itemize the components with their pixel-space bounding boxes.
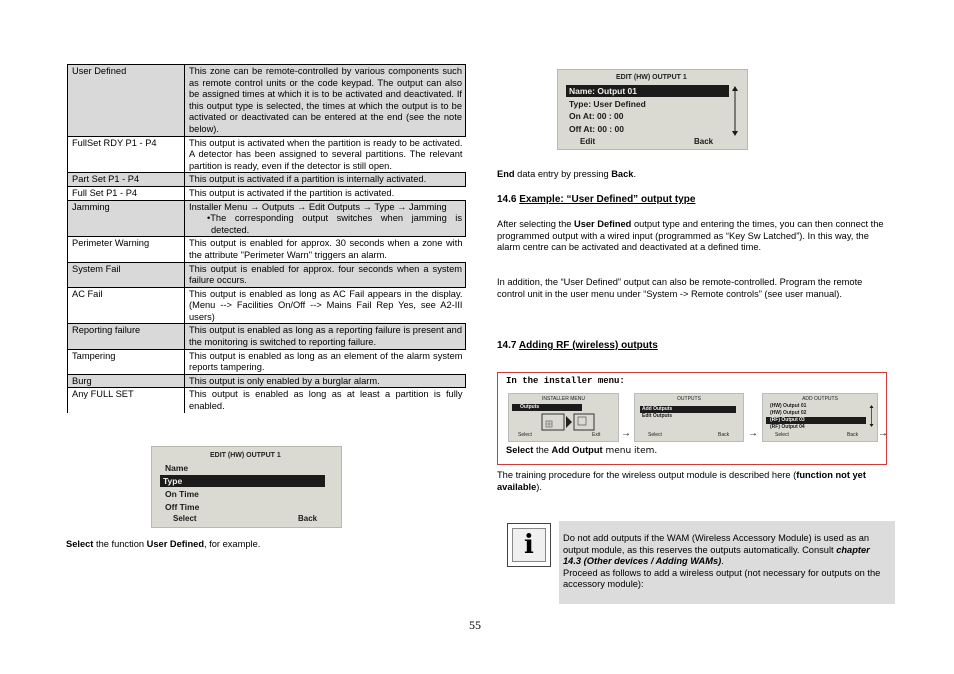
lcd-item-on-time: On Time [165, 489, 199, 499]
section-heading-14-6: 14.6 Example: “User Defined” output type [497, 194, 696, 205]
output-types-table [67, 64, 466, 413]
keypad-device-icon [512, 412, 612, 432]
output-type-description: This output is enabled as long as AC Fail appears in the display. (Menu --> Facilities On/Off --> Mains Fail Rep Yes, see A2-III users) [189, 288, 463, 322]
menu-item-outputs: Outputs [512, 404, 582, 411]
output-type-name: Reporting failure [68, 324, 185, 349]
output-type-description: This output is enabled for approx. 30 seconds when a zone with the attribute "Perimeter Warn" triggers an alarm. [189, 238, 463, 260]
table-row [68, 136, 466, 173]
lcd-item-off-at: Off At: 00 : 00 [569, 124, 624, 134]
softkey-back: Back [694, 137, 714, 146]
table-row [68, 200, 466, 237]
screen-title: INSTALLER MENU [542, 396, 585, 402]
table-row [68, 287, 466, 324]
table-row [68, 173, 466, 187]
table-row [68, 374, 466, 388]
softkey-select: Select [775, 432, 789, 438]
arrow-right-icon: → [878, 428, 888, 439]
output-type-description: This output is enabled as long as an element of the alarm system reports tampering. [189, 350, 463, 373]
section-heading-14-7: 14.7 Adding RF (wireless) outputs [497, 340, 658, 351]
table-row [68, 186, 466, 200]
output-type-name: Jamming [68, 200, 185, 237]
screen-add-outputs [762, 393, 878, 442]
softkey-select: Select [518, 432, 532, 438]
bullet-note: •The corresponding output switches when jamming is detected. [207, 213, 462, 235]
output-type-description: This output is enabled for approx. four seconds when a system failure occurs. [185, 262, 466, 287]
arrow-right-icon: → [748, 428, 758, 439]
output-type-name: Tampering [68, 349, 185, 374]
info-icon: i [507, 523, 551, 567]
end-data-entry-line: End data entry by pressing Back. [497, 169, 637, 179]
table-row [68, 262, 466, 287]
softkey-edit: Edit [580, 137, 596, 146]
lcd-display-edit-output-type [151, 446, 342, 528]
info-note [559, 521, 895, 604]
scroll-arrow-icon [869, 405, 874, 427]
menu-item-hw-output-02: (HW) Output 02 [770, 410, 807, 416]
page-number: 55 [469, 618, 481, 632]
lcd-item-type-selected: Type [160, 475, 325, 487]
softkey-select: Select [173, 514, 197, 523]
menu-item-edit-outputs: Edit Outputs [642, 413, 672, 419]
paragraph-remote-control: In addition, the “User Defined” output can also be remote-controlled. Program the remote control unit in the user menu under “System -> Remote controls” (see user manual). [497, 277, 863, 299]
screen-outputs [634, 393, 744, 442]
output-type-name: Burg [68, 374, 185, 388]
screen-title: ADD OUTPUTS [802, 396, 838, 402]
output-type-description: Installer Menu → Outputs → Edit Outputs → Type → Jamming •The corresponding output switches when jamming is detected. [185, 200, 466, 237]
scroll-arrow-icon [731, 86, 739, 136]
lcd-display-edit-output-values [557, 69, 748, 150]
output-type-description: This output is activated if the partition is activated. [189, 187, 395, 198]
menu-item-hw-output-01: (HW) Output 01 [770, 403, 807, 409]
lcd-title: EDIT (HW) OUTPUT 1 [210, 452, 281, 459]
output-type-description: This zone can be remote-controlled by various components such as remote control units or the code keypad. The output can also be assigned times at which it is to be activated and deactivated. If this output type is selected, the times at which the output is to be activated or deactivated can be entered at the end (see the note below). [185, 65, 466, 137]
output-type-name: Full Set P1 - P4 [68, 186, 185, 200]
lcd-item-name-selected: Name: Output 01 [566, 85, 729, 97]
softkey-exit: Exit [592, 432, 601, 438]
installer-box-footer: Select the Add Output menu item. [506, 445, 658, 456]
arrow-right-icon: → [621, 428, 631, 439]
output-type-description: This output is enabled as long as a reporting failure is present and the monitoring is switched to reporting failure. [185, 324, 466, 349]
screen-installer-menu [508, 393, 619, 442]
output-type-name: User Defined [68, 65, 185, 137]
output-type-description: This output is activated if a partition is internally activated. [185, 173, 466, 187]
output-type-description: This output is enabled as long as at least a partition is fully enabled. [189, 389, 463, 412]
softkey-back: Back [298, 514, 318, 523]
softkey-back: Back [847, 432, 859, 438]
table-row [68, 237, 466, 262]
paragraph-user-defined: After selecting the User Defined output type and entering the times, you can then connect the programmed output with a wired input (programmed as “Key Sw Latched”). In this way, the alarm centre can be activated and deactivated at a defined time. [497, 219, 884, 253]
output-type-description: This output is only enabled by a burglar alarm. [185, 374, 466, 388]
output-type-name: FullSet RDY P1 - P4 [68, 136, 185, 173]
lcd-item-type: Type: User Defined [569, 99, 646, 109]
lcd-title: EDIT (HW) OUTPUT 1 [616, 74, 687, 81]
menu-item-rf-output-03: (RF) Output 03 [766, 417, 866, 424]
lcd-item-name: Name [165, 463, 189, 473]
table-row [68, 65, 466, 137]
output-type-name: Part Set P1 - P4 [68, 173, 185, 187]
output-type-name: AC Fail [68, 287, 185, 324]
paragraph-training-procedure: The training procedure for the wireless output module is described here (function not yet available). [497, 470, 866, 492]
output-type-name: Any FULL SET [68, 388, 185, 413]
table-row [68, 349, 466, 374]
screen-title: OUTPUTS [677, 396, 701, 402]
lcd-item-on-at: On At: 00 : 00 [569, 111, 624, 121]
note-text: Do not add outputs if the WAM (Wireless Accessory Module) is used as an output module, as this reserves the outputs automatically. Consult chapter 14.3 (Other devices / Adding WAMs). Proceed as follows to add a wireless output (not necessary for outputs on the accessory module): [563, 533, 881, 590]
output-type-description: This output is activated when the partition is ready to be activated. A detector has been assigned to several partitions. The relevant partition is ready, even if the detector is still open. [189, 137, 463, 171]
table-row [68, 324, 466, 349]
table-row [68, 388, 466, 413]
menu-item-rf-output-04: (RF) Output 04 [770, 424, 805, 430]
softkey-select: Select [648, 432, 662, 438]
menu-item-add-outputs: Add Outputs [640, 406, 736, 413]
output-type-name: Perimeter Warning [68, 237, 185, 262]
caption-select-user-defined: Select the function User Defined, for example. [66, 539, 261, 549]
output-type-name: System Fail [68, 262, 185, 287]
lcd-item-off-time: Off Time [165, 502, 200, 512]
installer-menu-box [497, 372, 887, 465]
softkey-back: Back [718, 432, 730, 438]
installer-box-heading: In the installer menu: [506, 376, 625, 386]
